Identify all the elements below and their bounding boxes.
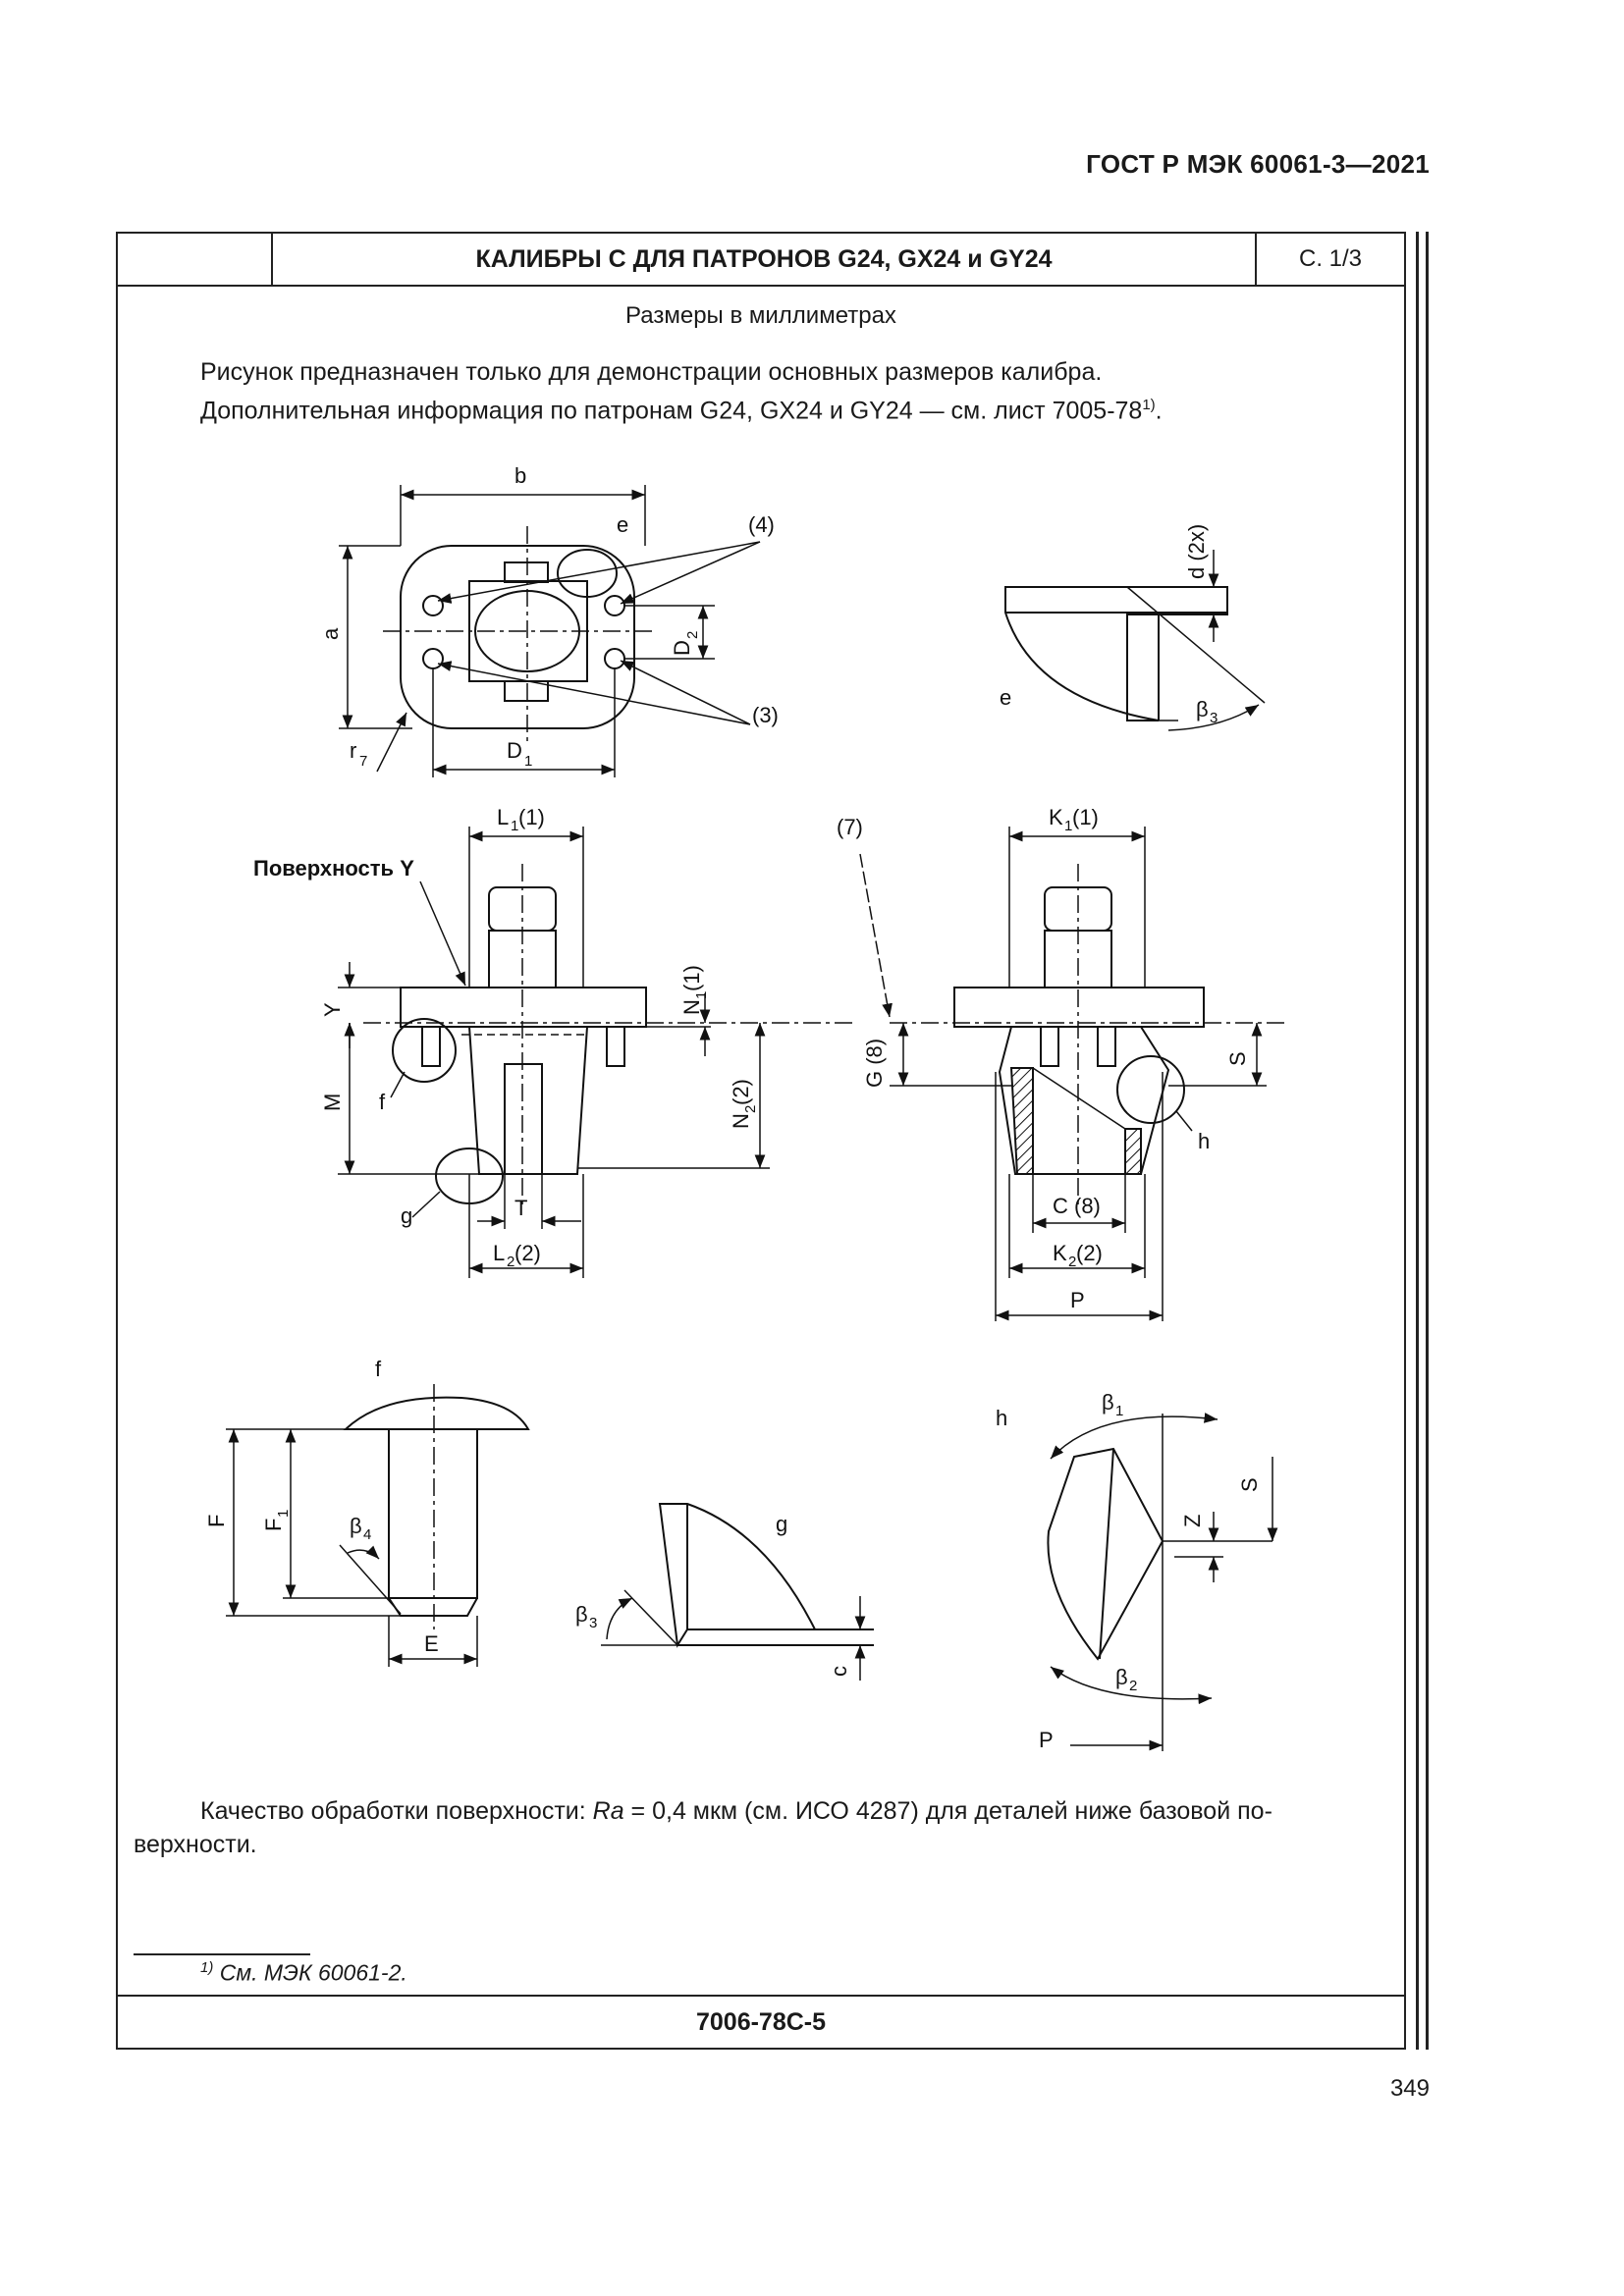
label-e: e bbox=[617, 512, 629, 537]
svg-text:(1): (1) bbox=[518, 805, 545, 829]
svg-text:2: 2 bbox=[1068, 1254, 1077, 1270]
svg-text:2: 2 bbox=[1129, 1678, 1138, 1694]
label-beta3: β bbox=[1196, 697, 1209, 721]
detail-h bbox=[1048, 1414, 1272, 1751]
label-D1: D bbox=[507, 738, 522, 763]
svg-text:1: 1 bbox=[275, 1509, 292, 1518]
label-L1: L bbox=[497, 805, 510, 829]
label-g: g bbox=[401, 1203, 413, 1228]
label-h: h bbox=[1198, 1129, 1211, 1153]
svg-text:2: 2 bbox=[742, 1104, 759, 1113]
side-view-right bbox=[860, 827, 1288, 1321]
drawing-labels bbox=[204, 463, 1262, 1752]
label-K1: K bbox=[1049, 805, 1063, 829]
label-beta2: β bbox=[1115, 1665, 1128, 1689]
label-Z: Z bbox=[1180, 1514, 1205, 1527]
intro-line-2: Дополнительная информация по патронам G24, GX24 и GY24 — см. лист 7005-78$^{1)}$. bbox=[200, 397, 1163, 425]
units-note: Размеры в миллиметрах bbox=[625, 302, 896, 329]
sheet-code: 7006-78C-5 bbox=[118, 1995, 1404, 2050]
label-g-detail: g bbox=[776, 1512, 788, 1536]
label-G8: G (8) bbox=[862, 1038, 887, 1088]
label-beta4: β bbox=[350, 1514, 362, 1538]
label-P: P bbox=[1070, 1288, 1085, 1312]
svg-text:2: 2 bbox=[684, 630, 701, 639]
label-f: f bbox=[379, 1090, 386, 1114]
label-N1: N bbox=[679, 999, 704, 1015]
label-d2x: d (2x) bbox=[1184, 523, 1209, 579]
label-e-detail: e bbox=[1000, 685, 1012, 710]
intro-line-1: Рисунок предназначен только для демонстрации основных размеров калибра. bbox=[200, 358, 1103, 386]
label-h-detail: h bbox=[996, 1406, 1008, 1430]
svg-text:1: 1 bbox=[1115, 1403, 1124, 1419]
svg-text:1: 1 bbox=[511, 818, 519, 834]
label-L2: L bbox=[493, 1241, 506, 1265]
svg-text:1: 1 bbox=[1064, 818, 1073, 834]
label-r7: r bbox=[350, 738, 357, 763]
detail-g bbox=[601, 1504, 874, 1681]
svg-text:7: 7 bbox=[359, 753, 368, 770]
svg-text:(1): (1) bbox=[679, 965, 704, 991]
label-F1: F bbox=[261, 1518, 286, 1531]
label-f-detail: f bbox=[375, 1357, 382, 1381]
label-3: (3) bbox=[752, 703, 779, 727]
label-M: M bbox=[320, 1093, 345, 1111]
standard-number: ГОСТ Р МЭК 60061-3—2021 bbox=[1086, 149, 1430, 179]
label-T: T bbox=[514, 1196, 528, 1220]
sheet-number: С. 1/3 bbox=[1298, 245, 1363, 272]
label-P-h: P bbox=[1039, 1728, 1054, 1752]
svg-text:1: 1 bbox=[524, 753, 533, 770]
page-number: 349 bbox=[1389, 2075, 1430, 2102]
label-Y: Y bbox=[320, 1002, 345, 1017]
svg-text:3: 3 bbox=[589, 1615, 598, 1631]
label-C8: C (8) bbox=[1053, 1194, 1101, 1218]
side-view-left bbox=[338, 827, 854, 1278]
label-c: c bbox=[827, 1666, 851, 1677]
label-S: S bbox=[1225, 1051, 1250, 1066]
svg-text:1: 1 bbox=[693, 990, 710, 999]
surface-quality-note: Качество обработки поверхности: Ra = 0,4 мкм (см. ИСО 4287) для деталей ниже базовой по-верхности. bbox=[134, 1797, 1272, 1858]
detail-e bbox=[1005, 550, 1265, 730]
svg-text:(2): (2) bbox=[1076, 1241, 1103, 1265]
label-b: b bbox=[514, 463, 527, 488]
footnote: $^{1)}$ См. МЭК 60061-2. bbox=[200, 1959, 407, 1986]
svg-text:4: 4 bbox=[363, 1526, 372, 1543]
label-beta3-g: β bbox=[575, 1602, 588, 1627]
label-D2: D bbox=[670, 640, 694, 656]
svg-text:(1): (1) bbox=[1072, 805, 1099, 829]
label-4: (4) bbox=[748, 512, 775, 537]
label-F: F bbox=[204, 1514, 229, 1527]
label-surface-y: Поверхность Y bbox=[253, 856, 414, 881]
svg-text:3: 3 bbox=[1210, 710, 1218, 726]
label-beta1: β bbox=[1102, 1390, 1114, 1415]
label-K2: K bbox=[1053, 1241, 1067, 1265]
svg-text:2: 2 bbox=[507, 1254, 515, 1270]
svg-text:(2): (2) bbox=[514, 1241, 541, 1265]
label-E: E bbox=[424, 1631, 439, 1656]
svg-text:(2): (2) bbox=[729, 1079, 753, 1105]
label-S-h: S bbox=[1237, 1477, 1262, 1492]
label-a: a bbox=[318, 627, 343, 640]
label-N2: N bbox=[729, 1113, 753, 1129]
label-7: (7) bbox=[837, 815, 863, 839]
sheet-title: КАЛИБРЫ С ДЛЯ ПАТРОНОВ G24, GX24 и GY24 bbox=[273, 234, 1257, 285]
